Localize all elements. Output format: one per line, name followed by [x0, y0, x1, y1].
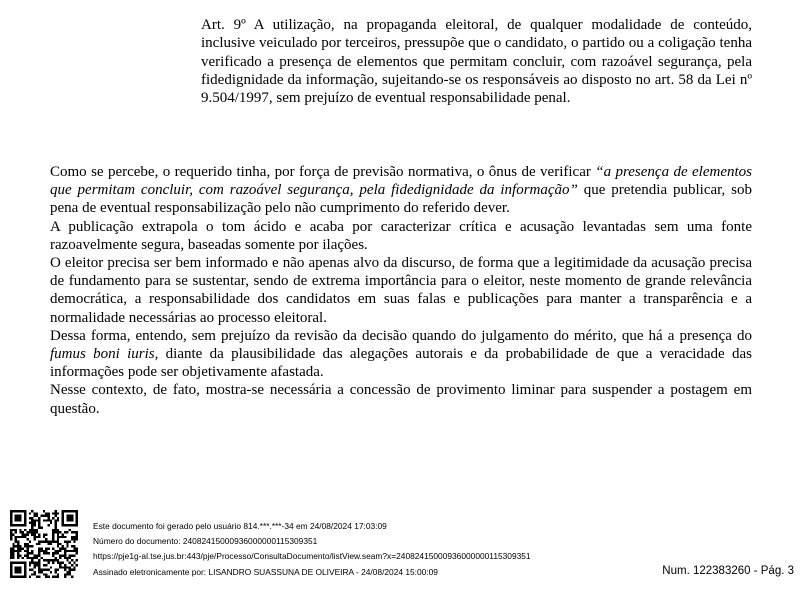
qr-code-icon	[10, 510, 78, 578]
paragraph-4-before: Dessa forma, entendo, sem prejuízo da revisão da decisão quando do julgamento do mérito, que há a presença do	[50, 327, 752, 344]
page-number: Num. 122383260 - Pág. 3	[662, 565, 794, 577]
generated-by-line: Este documento foi gerado pelo usuário 814.***.***-34 em 24/08/2024 17:03:09	[93, 521, 387, 531]
signed-by-line: Assinado eletronicamente por: LISANDRO SUASSUNA DE OLIVEIRA - 24/08/2024 15:00:09	[93, 566, 438, 577]
body-text	[50, 163, 752, 418]
document-number-line: Número do documento: 24082415000936000000115309351	[93, 536, 318, 547]
paragraph-2: A publicação extrapola o tom ácido e acaba por caracterizar crítica e acusação levantadas sem uma fonte razoavelmente segura, baseadas somente por ilações.	[50, 218, 752, 253]
paragraph-4-after: , diante da plausibilidade das alegações autorais e da probabilidade de que a veracidade das informações pode ser objetivamente afastada.	[50, 346, 753, 381]
legal-quote-art-9: Art. 9º A utilização, na propaganda eleitoral, de qualquer modalidade de conteúdo, inclusive veiculado por terceiros, pressupõe que o candidato, o partido ou a coligação tenha verificado a presença de elementos que permitam concluir, com razoável segurança, pela fidedignidade da informação, sujeitando-se os responsáveis ao disposto no art. 58 da Lei nº 9.504/1997, sem prejuízo de eventual responsabilidade penal.	[201, 17, 752, 107]
document-signature-info	[93, 519, 653, 580]
document-url-line[interactable]: https://pje1g-al.tse.jus.br:443/pje/Processo/ConsultaDocumento/listView.seam?x=24082415000936000000115309351	[93, 551, 531, 562]
paragraph-4	[50, 327, 752, 382]
paragraph-1-before: Como se percebe, o requerido tinha, por força de previsão normativa, o ônus de verificar	[50, 164, 596, 180]
paragraph-5: Nesse contexto, de fato, mostra-se necessária a concessão de provimento liminar para suspender a postagem em questão.	[50, 382, 752, 417]
paragraph-1-after: que pretendia publicar, sob pena de eventual responsabilização pelo não cumprimento do referido dever.	[50, 182, 752, 217]
paragraph-1	[50, 163, 752, 218]
paragraph-3: O eleitor precisa ser bem informado e não apenas alvo da discurso, de forma que a legitimidade da acusação precisa de fundamento para se sustentar, sendo de extrema importância para o eleitor, neste momento de grande relevância democrática, a responsabilidade dos candidatos em suas falas e publicações para manter a transparência e a normalidade necessárias ao processo eleitoral.	[50, 255, 752, 326]
paragraph-1-quote: “a presença de elementos que permitam concluir, com razoável segurança, pela fidedignidade da informação”	[50, 164, 752, 199]
paragraph-4-italic: fumus boni iuris	[50, 346, 155, 363]
